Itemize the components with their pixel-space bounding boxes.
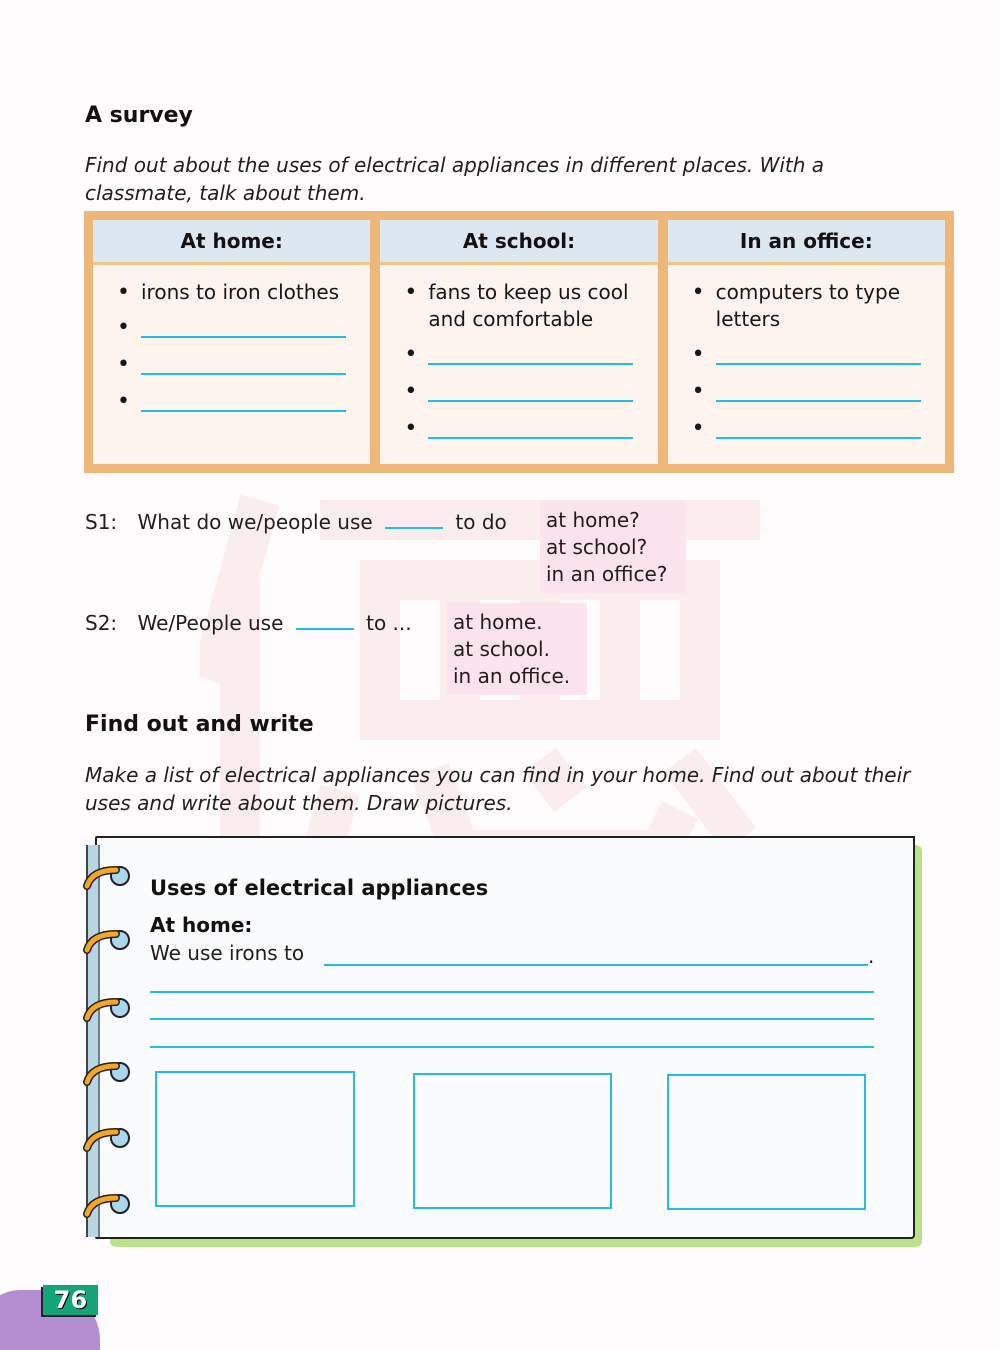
survey-column-home [93, 220, 370, 464]
answer-blank[interactable] [692, 341, 945, 378]
spiral-ring-icon [82, 1058, 132, 1088]
sentence-period: . [868, 944, 875, 968]
column-header: At home: [93, 220, 370, 265]
drawing-box[interactable] [413, 1073, 612, 1209]
column-header: At school: [380, 220, 657, 265]
example-item: • computers to type letters [692, 279, 916, 333]
survey-column-office [668, 220, 945, 464]
example-item: • fans to keep us cool and comfortable [404, 279, 638, 333]
example-item: • irons to iron clothes [117, 279, 370, 306]
s2-blank[interactable] [296, 608, 354, 630]
s2-options [447, 603, 587, 695]
answer-blank[interactable] [692, 378, 945, 415]
spiral-ring-icon [82, 926, 132, 956]
s1-blank[interactable] [385, 507, 443, 529]
survey-table [84, 211, 954, 473]
speaker-label: S1: [85, 510, 118, 534]
column-header: In an office: [668, 220, 945, 265]
option: at school. [453, 637, 550, 661]
s1-prefix: What do we/people use [137, 510, 373, 534]
option: at home? [546, 508, 640, 532]
option: at school? [546, 535, 648, 559]
option: in an office. [453, 664, 571, 688]
s2-line [85, 608, 412, 637]
answer-blank[interactable] [117, 351, 370, 388]
option: in an office? [546, 562, 668, 586]
option: at home. [453, 610, 543, 634]
notebook-subheading: At home: [150, 913, 253, 937]
s2-prefix: We/People use [137, 611, 284, 635]
find-out-instruction: Make a list of electrical appliances you can find in your home. Find out about their uses and write about them. Draw pictures. [85, 763, 911, 815]
s1-line [85, 507, 507, 536]
s1-options [540, 501, 686, 593]
notebook-spine [86, 845, 100, 1237]
answer-blank[interactable] [404, 378, 657, 415]
answer-blank[interactable] [117, 314, 370, 351]
writing-line[interactable] [150, 1046, 874, 1048]
writing-line[interactable] [150, 1018, 874, 1020]
answer-blank[interactable] [404, 415, 657, 452]
writing-line[interactable] [150, 991, 874, 993]
page-number: 76 [43, 1285, 98, 1315]
speaker-label: S2: [85, 611, 118, 635]
drawing-box[interactable] [667, 1074, 866, 1210]
spiral-ring-icon [82, 1124, 132, 1154]
s1-suffix: to do [455, 510, 507, 534]
drawing-box[interactable] [155, 1071, 355, 1207]
survey-heading: A survey [85, 103, 193, 128]
notebook-sentence: We use irons to [150, 941, 305, 965]
answer-blank[interactable] [117, 388, 370, 425]
notebook-title: Uses of electrical appliances [150, 876, 489, 900]
answer-blank[interactable] [692, 415, 945, 452]
s2-suffix: to ... [366, 611, 412, 635]
spiral-ring-icon [82, 1190, 132, 1220]
spiral-ring-icon [82, 994, 132, 1024]
writing-line[interactable] [324, 964, 868, 966]
survey-instruction: Find out about the uses of electrical appliances in different places. With a classmate, talk about them. [85, 153, 825, 205]
survey-column-school [380, 220, 657, 464]
spiral-ring-icon [82, 862, 132, 892]
find-out-heading: Find out and write [85, 712, 314, 737]
answer-blank[interactable] [404, 341, 657, 378]
